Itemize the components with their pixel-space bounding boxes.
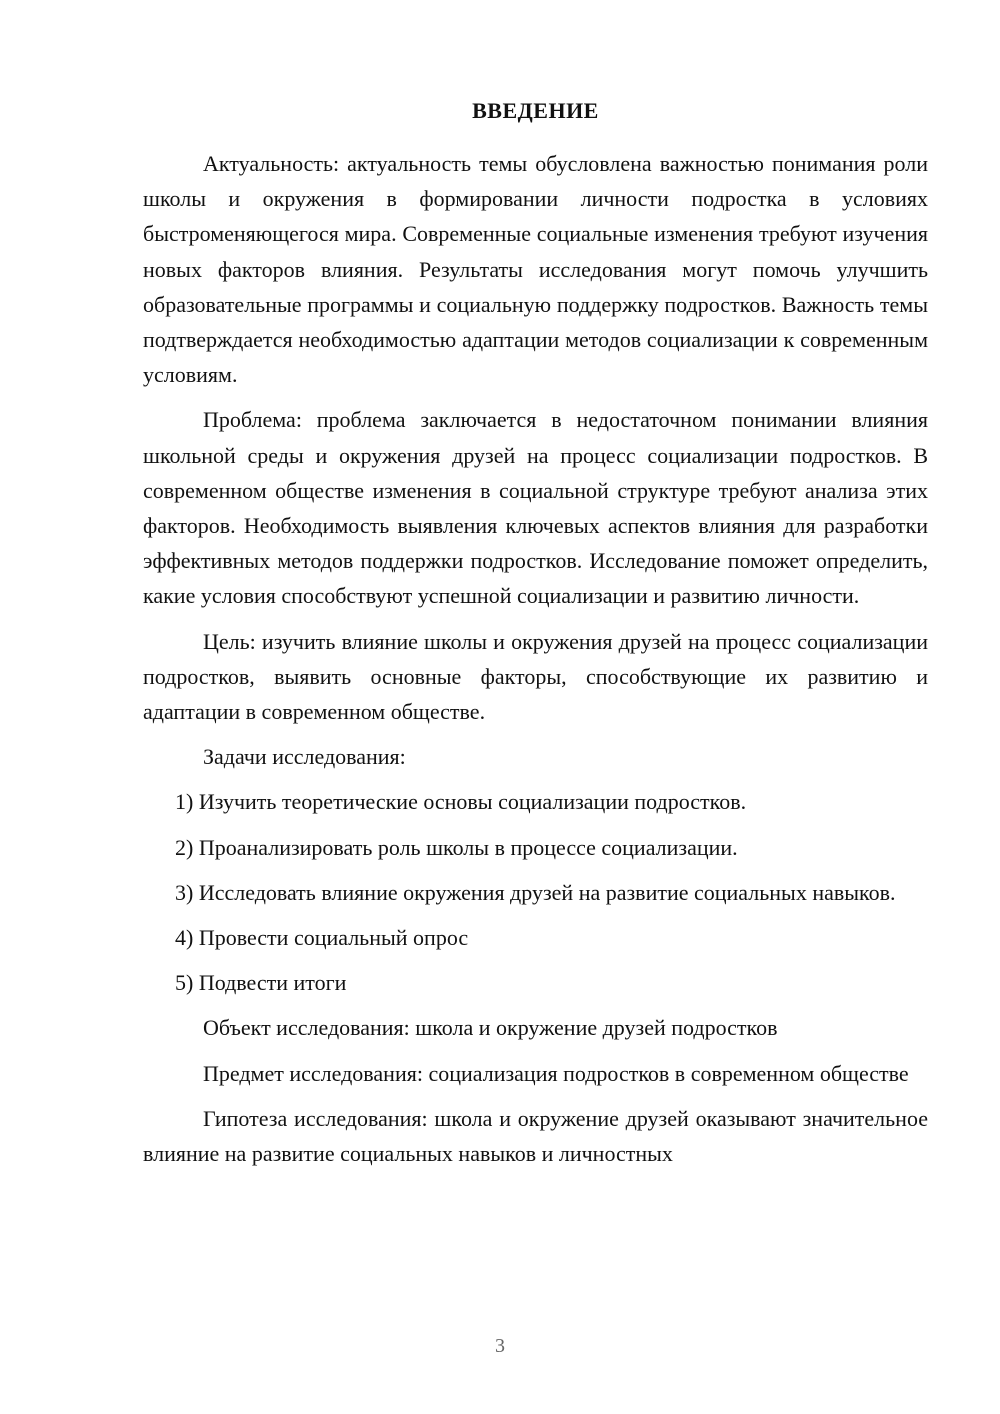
- section-title: ВВЕДЕНИЕ: [472, 98, 599, 123]
- task-item-3: 3) Исследовать влияние окружения друзей на развитие социальных навыков.: [175, 879, 896, 905]
- task-item-1: 1) Изучить теоретические основы социализации подростков.: [175, 789, 747, 815]
- tasks-heading: Задачи исследования:: [203, 744, 406, 770]
- task-item-5: 5) Подвести итоги: [175, 970, 347, 996]
- relevance-paragraph: Актуальность: актуальность темы обусловлена важностью понимания роли школы и окружения в формировании личности подростка в условиях быстроменяющегося мира. Современные социальные изменения требуют изучения новых факторов влияния. Результаты исследования могут помочь улучшить образовательные программы и социальную поддержку подростков. Важность темы подтверждается необходимостью адаптации методов социализации к современным условиям.: [143, 151, 928, 388]
- hypothesis-paragraph: Гипотеза исследования: школа и окружение друзей оказывают значительное влияние на развитие социальных навыков и личностных: [143, 1105, 928, 1167]
- page-number: 3: [495, 1335, 505, 1357]
- object-paragraph: Объект исследования: школа и окружение друзей подростков: [203, 1015, 778, 1041]
- task-item-4: 4) Провести социальный опрос: [175, 925, 469, 951]
- task-item-2: 2) Проанализировать роль школы в процессе социализации.: [175, 834, 738, 860]
- problem-paragraph: Проблема: проблема заключается в недостаточном понимании влияния школьной среды и окружения друзей на процесс социализации подростков. В современном обществе изменения в социальной структуре требуют анализа этих факторов. Необходимость выявления ключевых аспектов влияния для разработки эффективных методов поддержки подростков. Исследование поможет определить, какие условия способствуют успешной социализации и развитию личности.: [143, 407, 928, 609]
- document-page: [143, 96, 928, 1181]
- goal-paragraph: Цель: изучить влияние школы и окружения друзей на процесс социализации подростков, выявить основные факторы, способствующие их развитию и адаптации в современном обществе.: [143, 628, 928, 725]
- subject-paragraph: Предмет исследования: социализация подростков в современном обществе: [203, 1060, 909, 1086]
